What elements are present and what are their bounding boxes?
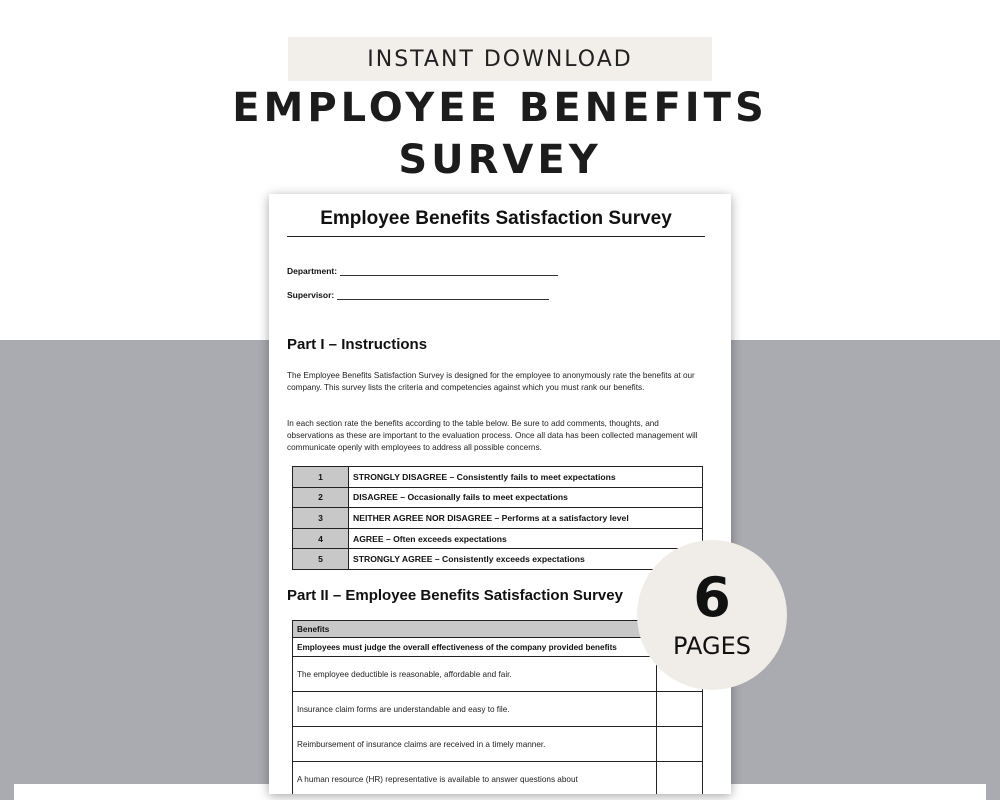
benefit-row (293, 727, 703, 762)
scale-number: 1 (293, 467, 349, 488)
scale-number: 5 (293, 549, 349, 570)
instant-download-tag: INSTANT DOWNLOAD (288, 37, 712, 81)
supervisor-field (287, 290, 549, 300)
benefits-subheader: Employees must judge the overall effectiveness of the company provided benefits (293, 638, 703, 657)
scale-number: 2 (293, 487, 349, 508)
department-label: Department: (287, 266, 338, 276)
supervisor-line (337, 299, 549, 300)
survey-document-preview (269, 194, 731, 794)
scale-number: 4 (293, 528, 349, 549)
benefit-statement: A human resource (HR) representative is available to answer questions about (293, 762, 657, 795)
hero-title-line-1: EMPLOYEE BENEFITS (232, 85, 768, 131)
supervisor-label: Supervisor: (287, 290, 335, 300)
benefit-statement: The employee deductible is reasonable, affordable and fair. (293, 657, 657, 692)
benefit-row (293, 657, 703, 692)
pages-badge (637, 540, 787, 690)
scale-description: NEITHER AGREE NOR DISAGREE – Performs at a satisfactory level (349, 508, 703, 529)
benefit-statement: Insurance claim forms are understandable and easy to file. (293, 692, 657, 727)
benefit-statement: Reimbursement of insurance claims are received in a timely manner. (293, 727, 657, 762)
part1-heading: Part I – Instructions (287, 336, 428, 353)
department-line (340, 275, 558, 276)
part1-paragraph-1: The Employee Benefits Satisfaction Survey is designed for the employee to anonymously rate the benefits at our company. This survey lists the criteria and competencies against which you must rank our benefits. (287, 371, 695, 392)
scale-row (293, 549, 703, 570)
scale-row (293, 487, 703, 508)
benefit-rating-cell (657, 692, 703, 727)
rating-scale-table (292, 466, 703, 570)
benefits-table (292, 620, 703, 794)
benefit-rating-cell (657, 762, 703, 795)
scale-row (293, 528, 703, 549)
benefits-header: Benefits (293, 621, 703, 638)
benefit-row (293, 762, 703, 795)
page-count: 6 (693, 566, 731, 629)
hero-title-line-2: SURVEY (398, 137, 602, 183)
scale-description: STRONGLY AGREE – Consistently exceeds expectations (349, 549, 703, 570)
scale-description: DISAGREE – Occasionally fails to meet expectations (349, 487, 703, 508)
scale-number: 3 (293, 508, 349, 529)
scale-row (293, 467, 703, 488)
part2-heading: Part II – Employee Benefits Satisfaction Survey (287, 587, 623, 604)
scale-description: AGREE – Often exceeds expectations (349, 528, 703, 549)
scale-row (293, 508, 703, 529)
scale-description: STRONGLY DISAGREE – Consistently fails to meet expectations (349, 467, 703, 488)
part1-paragraph-2: In each section rate the benefits according to the table below. Be sure to add comments, thoughts, and observations as these are important to the evaluation process. Once all data has been collected management will communicate openly with employees to address all possible concerns. (287, 419, 698, 452)
department-field (287, 266, 558, 276)
benefit-row (293, 692, 703, 727)
page-count-label: PAGES (673, 632, 751, 660)
document-title: Employee Benefits Satisfaction Survey (287, 208, 705, 237)
benefit-rating-cell (657, 727, 703, 762)
hero-title (100, 82, 900, 186)
